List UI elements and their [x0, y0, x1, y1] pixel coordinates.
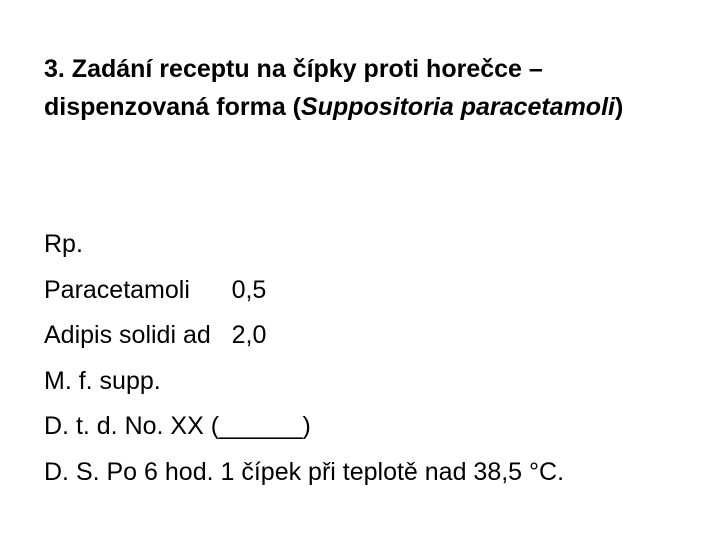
- heading-closing-paren: ): [614, 93, 624, 121]
- recipe-line-signature: D. S. Po 6 hod. 1 čípek při teplotě nad 38,5 °C.: [44, 457, 565, 486]
- recipe-line-rp: Rp.: [44, 230, 83, 258]
- recipe-line-adeps: Adipis solidi ad 2,0: [44, 321, 267, 349]
- recipe-line-paracetamol: Paracetamoli 0,5: [44, 275, 267, 304]
- heading-text: 3. Zadání receptu na čípky proti horečce – dispenzovaná forma (: [44, 55, 543, 121]
- heading-latin-name: Suppositoria paracetamoli: [301, 93, 615, 121]
- recipe-line-dtd: D. t. d. No. XX (______): [44, 412, 311, 440]
- prescription-text: [44, 222, 564, 495]
- recipe-line-mfsupp: M. f. supp.: [44, 366, 161, 395]
- slide-heading: [44, 50, 644, 126]
